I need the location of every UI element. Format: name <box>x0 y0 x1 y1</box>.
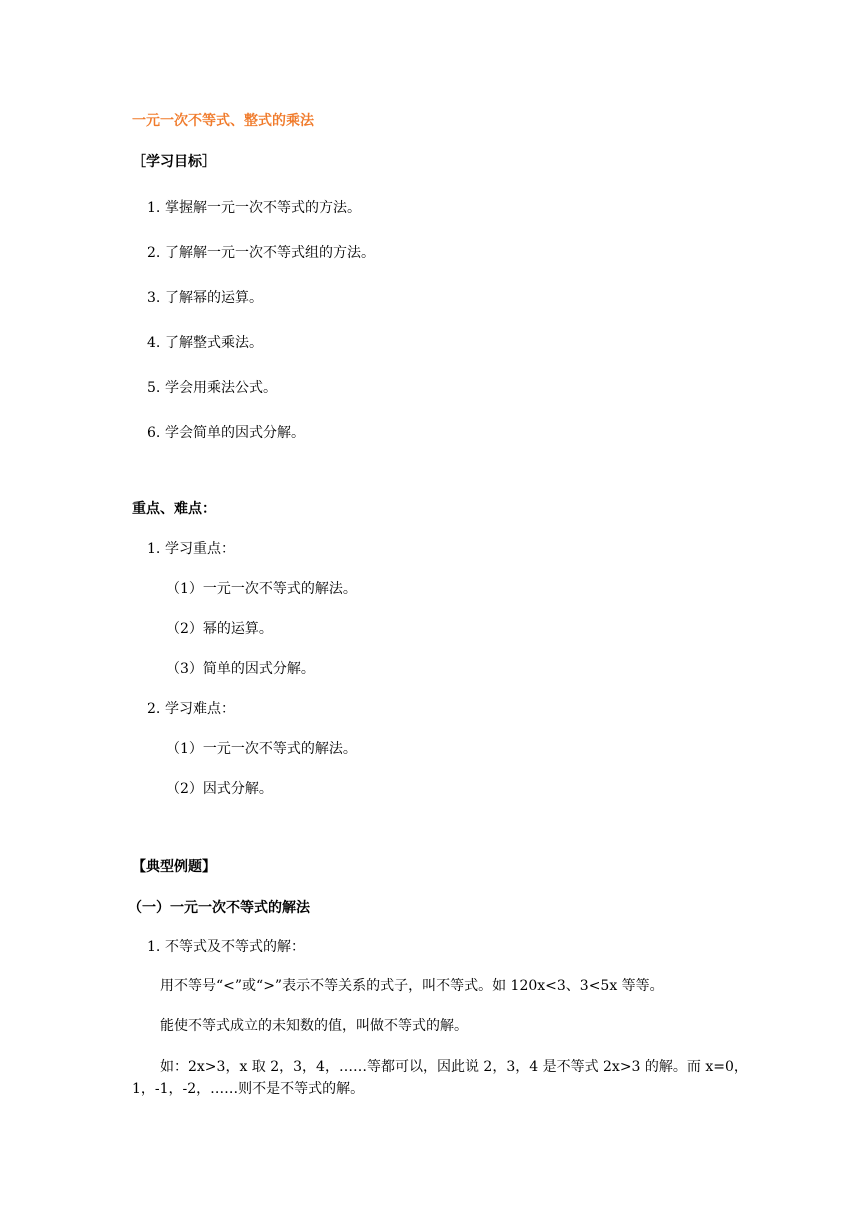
focus-item <box>147 539 235 559</box>
focus-subitem: （1）一元一次不等式的解法。 <box>166 581 357 597</box>
list-text: 不等式及不等式的解： <box>165 939 305 955</box>
paragraph: 能使不等式成立的未知数的值，叫做不等式的解。 <box>160 1018 468 1034</box>
list-number: 2. <box>147 701 161 717</box>
objective-item <box>147 378 277 398</box>
focus-subitem: （2）幂的运算。 <box>166 621 273 637</box>
list-text: 了解整式乘法。 <box>165 335 263 351</box>
focus-subitem: （3）简单的因式分解。 <box>166 661 315 677</box>
list-number: 1. <box>147 541 161 557</box>
paragraph-line: 如：2x>3，x 取 2，3，4，……等都可以，因此说 2，3，4 是不等式 2x>3 的解。而 x=0， <box>160 1059 748 1075</box>
list-text: 了解解一元一次不等式组的方法。 <box>165 245 375 261</box>
key-points-heading: 重点、难点： <box>132 501 216 517</box>
list-number: 5. <box>147 380 161 396</box>
objective-item <box>147 198 361 218</box>
list-text: 了解幂的运算。 <box>165 290 263 306</box>
page-title: 一元一次不等式、整式的乘法 <box>132 113 314 129</box>
difficulty-subitem: （1）一元一次不等式的解法。 <box>166 741 357 757</box>
list-text: 学习难点： <box>165 701 235 717</box>
objective-item <box>147 423 305 443</box>
list-number: 6. <box>147 425 161 441</box>
list-text: 掌握解一元一次不等式的方法。 <box>165 200 361 216</box>
list-text: 学会用乘法公式。 <box>165 380 277 396</box>
list-number: 1. <box>147 939 161 955</box>
difficulty-subitem: （2）因式分解。 <box>166 781 273 797</box>
paragraph: 用不等号“<”或“>”表示不等关系的式子，叫不等式。如 120x<3、3<5x 等等。 <box>160 978 664 994</box>
paragraph-line: 1，-1，-2，……则不是不等式的解。 <box>132 1081 365 1097</box>
objective-item <box>147 288 263 308</box>
objective-item <box>147 333 263 353</box>
list-text: 学会简单的因式分解。 <box>165 425 305 441</box>
list-number: 1. <box>147 200 161 216</box>
examples-heading: 【典型例题】 <box>132 859 216 875</box>
objective-item <box>147 243 375 263</box>
example-item <box>147 937 305 957</box>
section-heading: （一）一元一次不等式的解法 <box>128 900 310 916</box>
list-number: 4. <box>147 335 161 351</box>
list-number: 2. <box>147 245 161 261</box>
objectives-heading: ［学习目标］ <box>132 154 216 170</box>
list-number: 3. <box>147 290 161 306</box>
difficulty-item <box>147 699 235 719</box>
list-text: 学习重点： <box>165 541 235 557</box>
